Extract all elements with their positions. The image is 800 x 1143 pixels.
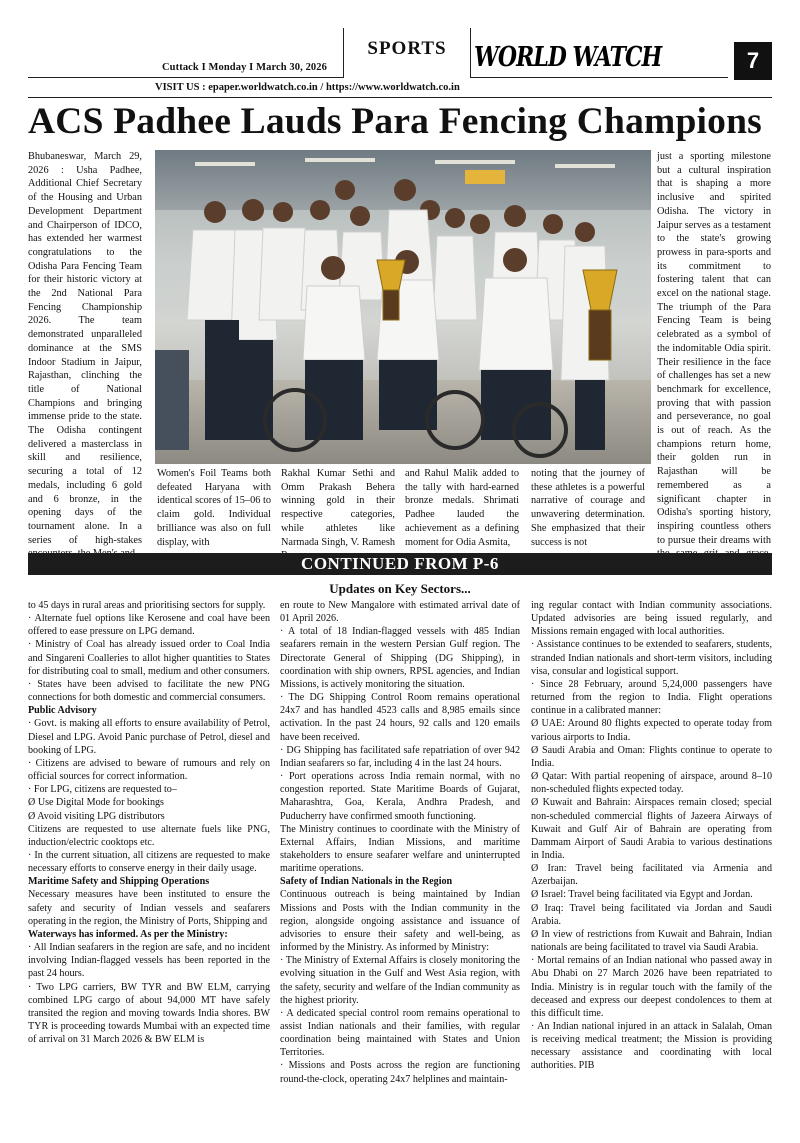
paragraph: Continuous outreach is being maintained by Indian Missions and Posts with the Indian community in the region, alongside ongoing assistance and issuance of advisories to ensure their safety and well-being, as informed by the Ministry. As informed by Ministry: bbox=[280, 889, 520, 954]
paragraph: · Ministry of Coal has already issued order to Coal India and Singareni Coalleries to allot higher quantities to States for distributing coal to small, medium and other consumers. bbox=[28, 639, 270, 677]
paragraph: · The DG Shipping Control Room remains operational 24x7 and has handled 4523 calls and 8,985 emails since activation. In the past 24 hours, 92 calls and 120 emails have been received. bbox=[280, 692, 520, 743]
paragraph: Ø Qatar: With partial reopening of airspace, around 8–10 non-scheduled flights expected today. bbox=[531, 771, 772, 796]
website-links[interactable]: VISIT US : epaper.worldwatch.co.in / https://www.worldwatch.co.in bbox=[155, 82, 460, 93]
paragraph: · Port operations across India remain normal, with no congestion reported. State Maritime Boards of Gujarat, Maharashtra, Goa, Kerala, Andhra Pradesh, and Puducherry have confirmed smooth functioning. bbox=[280, 771, 520, 822]
section-heading: Maritime Safety and Shipping Operations bbox=[28, 876, 210, 888]
page-number: 7 bbox=[734, 42, 772, 80]
paragraph: Ø UAE: Around 80 flights expected to operate today from various airports to India. bbox=[531, 718, 772, 743]
paragraph: · Alternate fuel options like Kerosene and coal have been offered to ease pressure on LPG demand. bbox=[28, 613, 270, 638]
paragraph: Ø Iraq: Travel being facilitated via Jordan and Saudi Arabia. bbox=[531, 902, 772, 927]
paragraph: · An Indian national injured in an attack in Salalah, Oman is receiving medical treatment; the Mission is providing necessary assistance and coordinating with local authorities. PIB bbox=[531, 1021, 772, 1072]
paragraph: ing regular contact with Indian community associations. Updated advisories are being issued regularly, and Missions remain engaged with local authorities. bbox=[531, 600, 772, 638]
paragraph: The Ministry continues to coordinate with the Ministry of External Affairs, Indian Missions, and maritime stakeholders to ensure seafarer welfare and uninterrupted maritime operations. bbox=[280, 823, 520, 875]
story-column-5: noting that the journey of these athletes is a powerful narrative of courage and unwavering determination. She emphasized that their success is not bbox=[531, 468, 645, 548]
paragraph: · Assistance continues to be extended to seafarers, students, stranded Indian nationals and short-term visitors, including visa, consular and logistical support. bbox=[531, 639, 772, 677]
paragraph: Ø Israel: Travel being facilitated via Egypt and Jordan. bbox=[531, 889, 753, 901]
story-column-4: and Rahul Malik added to the tally with hard-earned bronze medals. Shrimati Padhee lauded the achievement as a defining moment for Odia Asmita, bbox=[405, 468, 519, 548]
paragraph: · Two LPG carriers, BW TYR and BW ELM, carrying combined LPG cargo of about 94,000 MT have safely transited the region and moving towards India shores. BW TYR is proceeding towards Mumbai with an expected time of arrival on 31 March 2026 & BW ELM is bbox=[28, 981, 270, 1046]
paragraph: · In the current situation, all citizens are requested to make necessary efforts to conserve energy in their daily usage. bbox=[28, 849, 270, 875]
headline: ACS Padhee Lauds Para Fencing Champions bbox=[28, 101, 762, 142]
continued-banner: CONTINUED FROM P-6 bbox=[28, 553, 772, 575]
paragraph: Ø Use Digital Mode for bookings bbox=[28, 797, 164, 809]
section-heading: Public Advisory bbox=[28, 705, 97, 717]
story-column-6: just a sporting milestone but a cultural inspiration that is shaping a more inclusive and spirited Odisha. The victory in Jaipur serves as a testament to the state's growing prowess in para-sports and its commitment to fostering talent that can excel on the national stage. The triumph of the Para Fencing Team is being celebrated as a symbol of the indomitable Odia spirit. Their resilience in the face of challenges has set a new benchmark for excellence, proving that with passion and perseverance, no goal is out of reach. As the champions return home, their golden run in Rajasthan will be remembered as a significant chapter in Odisha's sporting history, inspiring countless others to pursue their dreams with bbox=[657, 151, 771, 546]
masthead-divider-1 bbox=[343, 28, 344, 78]
paragraph: en route to New Mangalore with estimated arrival date of 01 April 2026. bbox=[280, 600, 520, 625]
paragraph: · A total of 18 Indian-flagged vessels with 485 Indian seafarers remain in the western Persian Gulf region. The Directorate General of Shipping (DG Shipping), in coordination with ship owners, RPSL agencies, and Indian Missions, is actively monitoring the situation. bbox=[280, 626, 520, 690]
paragraph: · Citizens are advised to beware of rumours and rely on official sources for correct information. bbox=[28, 757, 270, 783]
dateline: Cuttack I Monday I March 30, 2026 bbox=[162, 62, 327, 73]
paragraph: · All Indian seafarers in the region are safe, and no incident involving Indian-flagged vessels has been reported in the past 24 hours. bbox=[28, 942, 270, 980]
masthead-rule-left bbox=[28, 77, 343, 78]
masthead-rule-right bbox=[470, 77, 728, 78]
paragraph: Ø Saudi Arabia and Oman: Flights continue to operate to India. bbox=[531, 744, 772, 769]
paragraph: Ø Avoid visiting LPG distributors bbox=[28, 810, 165, 822]
continued-column-2 bbox=[280, 599, 520, 1086]
continued-subhead: Updates on Key Sectors... bbox=[329, 581, 471, 596]
story-column-2: Women's Foil Teams both defeated Haryana with identical scores of 15–06 to claim gold. Individual brilliance was also on full display, with bbox=[157, 468, 271, 548]
paragraph: · DG Shipping has facilitated safe repatriation of over 942 Indian seafarers so far, including 4 in the last 24 hours. bbox=[280, 744, 520, 769]
masthead-divider-2 bbox=[470, 28, 471, 78]
section-heading: Safety of Indian Nationals in the Region bbox=[280, 876, 453, 888]
paragraph: · The Ministry of External Affairs is closely monitoring the evolving situation in the Gulf and West Asia region, with the safety, security and welfare of the Indian community as the highest priority. bbox=[280, 955, 520, 1006]
paragraph: to 45 days in rural areas and prioritising sectors for supply. bbox=[28, 600, 266, 611]
newspaper-logo: WORLD WATCH bbox=[471, 40, 664, 74]
paragraph: · Since 28 February, around 5,24,000 passengers have returned from the region to India. Flight operations continue in a calibrated manner: bbox=[531, 678, 772, 717]
paragraph: Ø Iran: Travel being facilitated via Armenia and Azerbaijan. bbox=[531, 863, 772, 888]
team-photo-illustration bbox=[155, 150, 651, 464]
paragraph: Citizens are requested to use alternate fuels like PNG, induction/electric cooktops etc. bbox=[28, 823, 270, 848]
paragraph: · Missions and Posts across the region are functioning round-the-clock, operating 24x7 helplines and maintain- bbox=[280, 1060, 520, 1085]
story-column-3: Rakhal Kumar Sethi and Omm Prakash Behera winning gold in their respective categories, while athletes like Narmada Singh, V. Ramesh bbox=[281, 468, 395, 548]
paragraph: · Mortal remains of an Indian national who passed away in Abu Dhabi on 27 March 2026 have been repatriated to India. Ministry is in regular touch with the family of the deceased and express our deepest condolences to them at this difficult time. bbox=[531, 955, 772, 1019]
continued-column-1 bbox=[28, 599, 270, 1046]
paragraph: · Govt. is making all efforts to ensure availability of Petrol, Diesel and LPG. Avoid Panic purchase of Petrol, diesel and booking of LPG. bbox=[28, 718, 270, 756]
continued-column-3 bbox=[531, 599, 772, 1073]
paragraph: · For LPG, citizens are requested to– bbox=[28, 784, 177, 796]
section-heading: Waterways has informed. As per the Ministry: bbox=[28, 928, 228, 940]
masthead-rule-bottom bbox=[28, 97, 772, 98]
paragraph: · States have been advised to facilitate the new PNG connections for both domestic and commercial consumers. bbox=[28, 678, 270, 704]
story-column-1: Bhubaneswar, March 29, 2026 : Usha Padhee, Additional Chief Secretary of the Housing and Urban Development Department and Chairperson of IDCO, has extended her warmest congratulations to the Odisha Para Fencing Team for their historic victory at the 2nd National Para Fencing Championship 2026. The team demonstrated unparalleled dominance at the SMS Indoor Stadium in Jaipur, Rajasthan, clinching the title of National Champions and bringing immense pride to the state. The Odisha contingent delivered a masterclass in skill and resilience, securing a total of 12 medals, including 6 gold and 6 bronze, in the opening days of the tournament alone. In a series of high-stakes bbox=[28, 151, 142, 546]
paragraph: Ø Kuwait and Bahrain: Airspaces remain closed; special non-scheduled commercial flights of Jazeera Airways of Kuwait and Gulf Air of Bahrain are operating from Dammam Airport of Saudi Arabia to various destinations in India. bbox=[531, 797, 772, 861]
paragraph: Necessary measures have been instituted to ensure the safety and security of Indian vessels and seafarers operating in the region, the Ministry of Ports, Shipping and bbox=[28, 889, 270, 927]
paragraph: · A dedicated special control room remains operational to assist Indian nationals and their families, with regular coordination being maintained with States and Union Territories. bbox=[280, 1007, 520, 1059]
paragraph: Ø In view of restrictions from Kuwait and Bahrain, Indian nationals are being facilitated to travel via Saudi Arabia. bbox=[531, 928, 772, 954]
section-title: SPORTS bbox=[367, 38, 447, 59]
team-photo bbox=[155, 150, 651, 464]
